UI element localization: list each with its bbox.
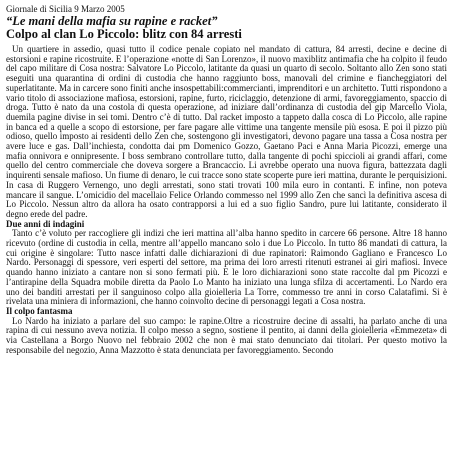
section-title-indagini: Due anni di indagini: [6, 218, 85, 229]
source-line: Giornale di Sicilia 9 Marzo 2005: [6, 4, 125, 14]
body-paragraph-2: Tanto c’è voluto per raccogliere gli indizi che ieri mattina all’alba hanno spedito in carcere 66 persone. Altre 18 hanno ricevuto (ordine di custodia in cella, mentre all’appello mancano solo i due Lo Piccolo. In tutto 86 mandati di cattura, la cui origine è singolare: Tutto nasce infatti dalle dichiarazioni di due rapinatori: Raimondo Gagliano e Francesco Lo Nardo. Personaggi di spessore, veri esperti del settore, ma prima dei loro arresti ritenuti estranei ai giri mafiosi. Invece quando hanno iniziato a cantare non si sono fermati più. E le loro dichiarazioni sono state raccolte dal pm Picozzi e l’antirapine della Squadra mobile diretta da Paolo Lo Manto ha iniziato una lunga sfilza di accertamenti. Lo Nardo era uno dei banditi arrestati per il sanguinoso colpo alla gioielleria La Torre, commesso tre anni in corso Calatafimi. Si è rivelata una miniera di informazioni, che hanno coinvolto decine di personaggi legati a Cosa nostra.: [6, 228, 447, 307]
headline: “Le mani della mafia su rapine e racket”: [6, 14, 218, 28]
section-title-colpo-fantasma: Il colpo fantasma: [6, 305, 73, 316]
body-paragraph-3: Lo Nardo ha iniziato a parlare del suo campo: le rapine.Oltre a ricostruire decine di assalti, ha parlato anche di una rapina di cui nessuno aveva notizia. Il colpo messo a segno, sostiene il pentito, ai danni della gioielleria «Emmezeta» di via Castellana a Borgo Nuovo nel febbraio 2002 che non è mai stato denunciato dai titolari. Per questo motivo la responsabile del negozio, Anna Mazzotto è stata denunciata per favoreggiamento. Secondo: [6, 315, 447, 355]
body-paragraph-1: Un quartiere in assedio, quasi tutto il codice penale copiato nel mandato di cattura, 84 arresti, decine e decine di estorsioni e rapine ricostruite. E l’operazione «notte di San Lorenzo», il nuovo maxiblitz antimafia che ha colpito il feudo del capo militare di Cosa nostra: Salvatore Lo Piccolo, latitante da quasi un quarto di secolo. Soltanto allo Zen sono stati eseguiti una quarantina di ordini di custodia che hanno raggiunto boss, manovali del crimine e fiancheggiatori del superlatitante. Ma in carcere sono finiti anche insospettabili:commercianti, imprenditori e un architetto. Tutti rispondono a vario titolo di associazione mafiosa, estorsioni, rapine, furto, riciclaggio, detenzione di armi, favoreggiamento, spaccio di droga. Tutto è nato da una costola di questa operazione, ad iniziare dall’ordinanza di custodia del gip Marcello Viola, duemila pagine divise in sei tomi. Dentro c’è di tutto. Dal racket imposto a tappeto dalla cosca di Lo Piccolo, alle rapine in banca ed a quelle a scopo di estorsione, per fare pagare alle vittime una tangente mensile più esosa. E poi il pizzo più odioso, quello imposto ai residenti dello Zen che, sostengono gli investigatori, devono pagare una tassa a Cosa nostra per avere luce e gas. Dall’inchiesta, condotta dai pm Domenico Gozzo, Gaetano Paci e Anna Maria Picozzi, emerge una mafia onnivora e onnipresente. I boss sembrano controllare tutto, dalla tangente di pochi spiccioli ai grandi affari, come quello del centro commerciale che doveva sorgere a Brancaccio. Li avrebbe operato una nuova figura, battezzata dagli inquirenti sensale mafioso. Un fiume di denaro, le cui tracce sono state scoperte pure ieri mattina, durante le perquisizioni. In casa di Ruggero Vernengo, uno degli arrestati, sono stati trovati 100 mila euro in contanti. E infine, non poteva mancare il sangue. L’omicidio del macellaio Felice Orlando commesso nel 1999 allo Zen che sancì la definitiva ascesa di Lo Piccolo. Nessun altro da allora ha osato contrapporsi a lui ed a suo figlio Sandro, pure lui latitante, considerato il degno erede del padre.: [6, 44, 447, 219]
subheadline: Colpo al clan Lo Piccolo: blitz con 84 arresti: [6, 27, 242, 41]
